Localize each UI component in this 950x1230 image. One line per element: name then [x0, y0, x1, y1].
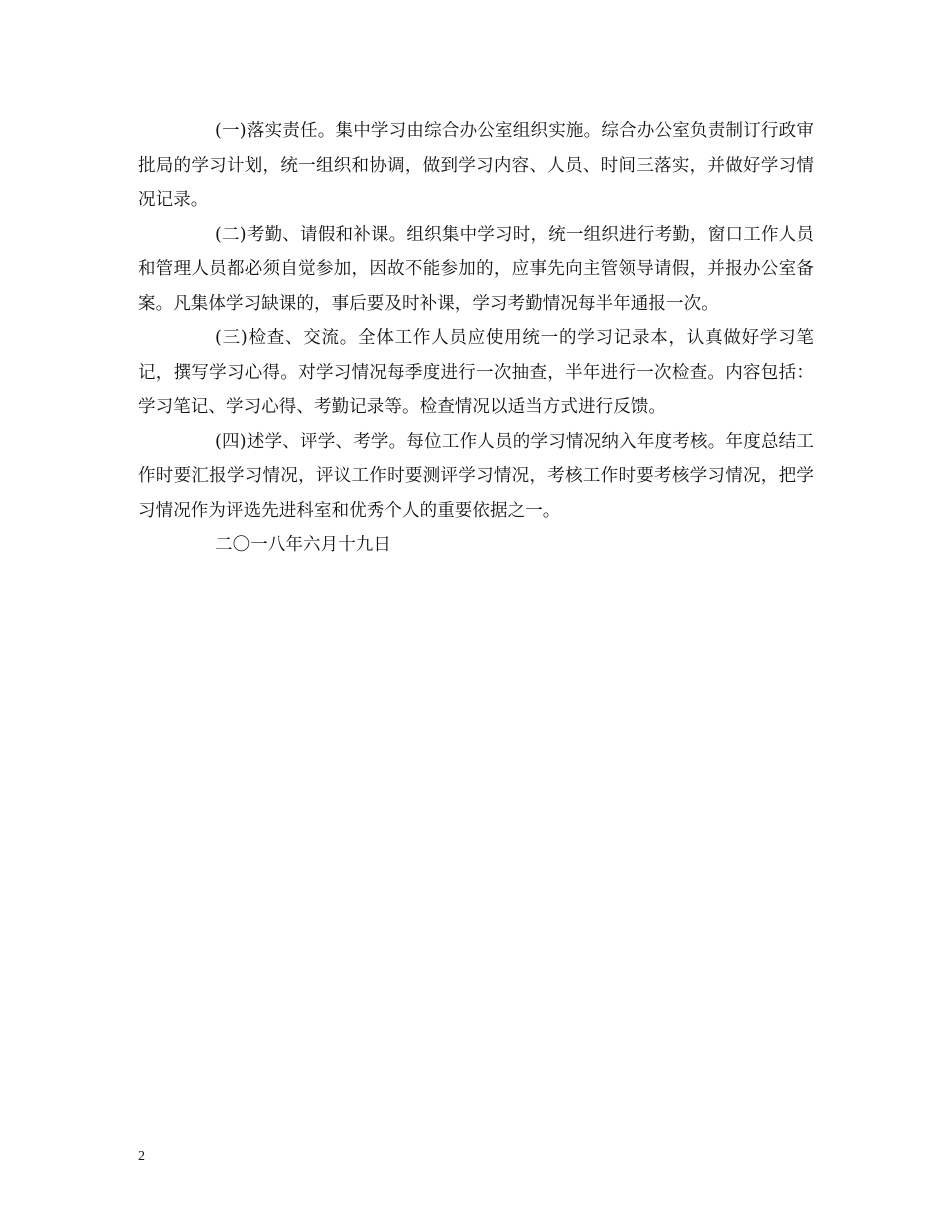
- paragraph-evaluation: (四)述学、评学、考学。每位工作人员的学习情况纳入年度考核。年度总结工作时要汇报学习情况，评议工作时要测评学习情况，考核工作时要考核学习情况，把学习情况作为评选先进科室和优秀个人的重要依据之一。: [138, 431, 814, 521]
- document-body: [138, 114, 814, 563]
- paragraph-responsibility: (一)落实责任。集中学习由综合办公室组织实施。综合办公室负责制订行政审批局的学习计划，统一组织和协调，做到学习内容、人员、时间三落实，并做好学习情况记录。: [138, 121, 814, 210]
- page-number: 2: [138, 1149, 145, 1164]
- paragraph-attendance: (二)考勤、请假和补课。组织集中学习时，统一组织进行考勤，窗口工作人员和管理人员都必须自觉参加，因故不能参加的，应事先向主管领导请假，并报办公室备案。凡集体学习缺课的，事后要及时补课，学习考勤情况每半年通报一次。: [138, 224, 814, 314]
- document-date: 二〇一八年六月十九日: [215, 535, 391, 555]
- paragraph-inspection: (三)检查、交流。全体工作人员应使用统一的学习记录本，认真做好学习笔记，撰写学习心得。对学习情况每季度进行一次抽查，半年进行一次检查。内容包括：学习笔记、学习心得、考勤记录等。检查情况以适当方式进行反馈。: [138, 328, 814, 417]
